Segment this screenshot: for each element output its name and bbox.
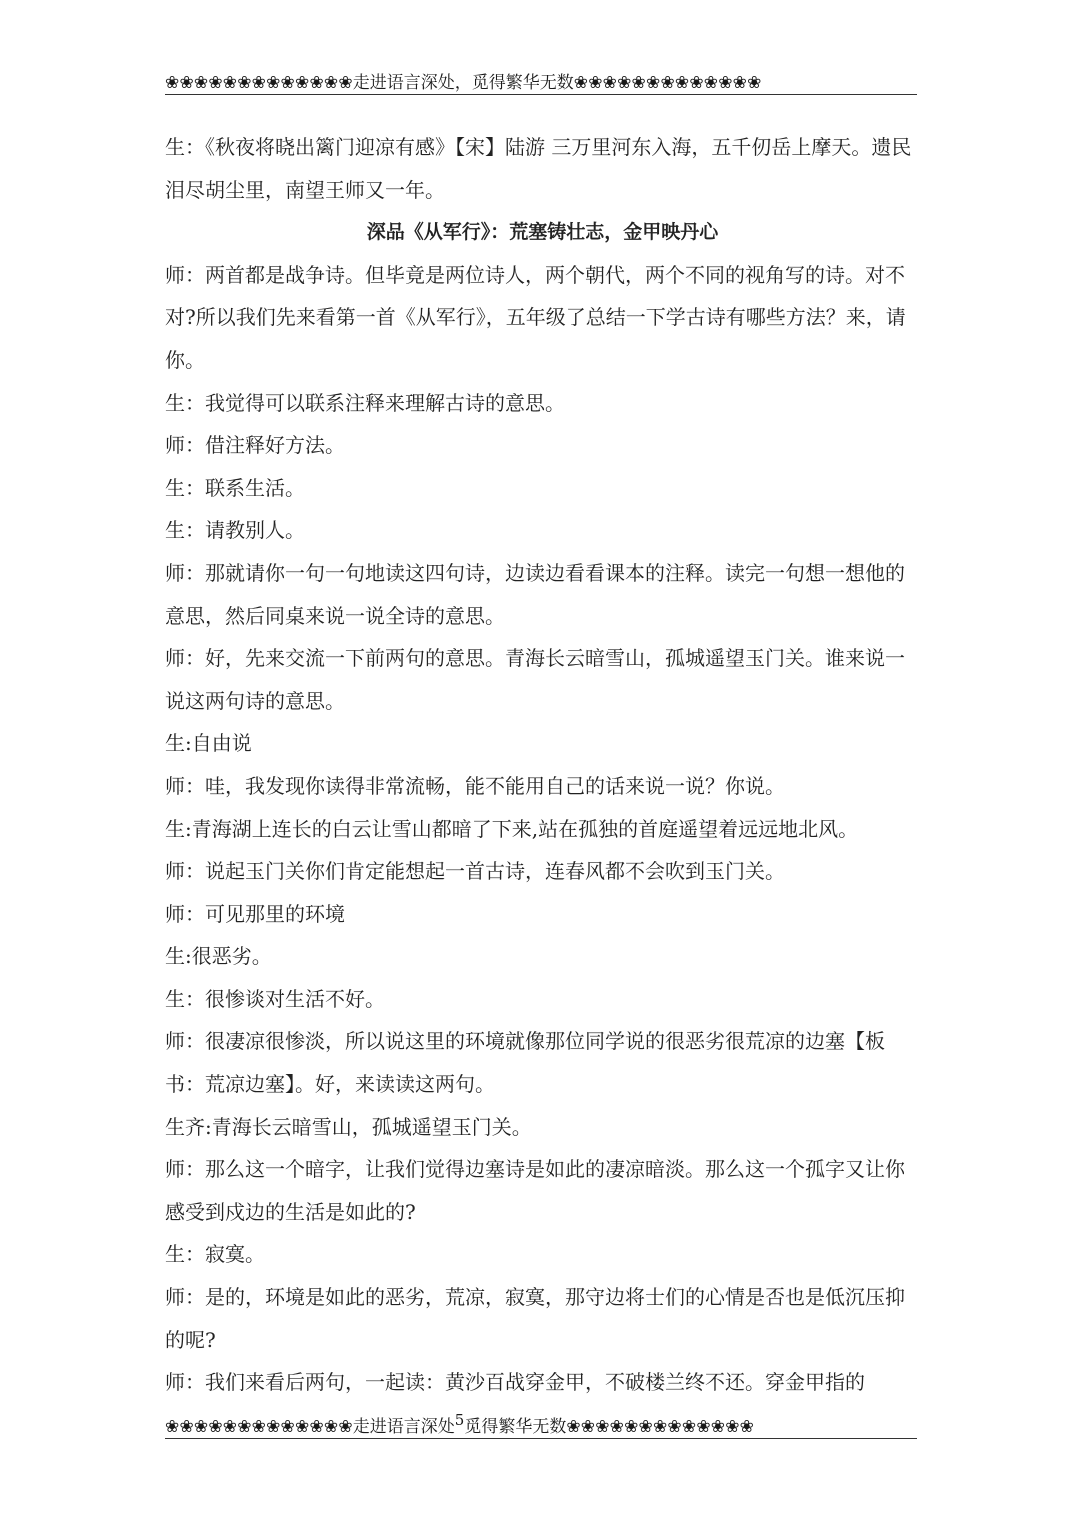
paragraph: 生：《秋夜将晓出篱门迎凉有感》【宋】陆游 三万里河东入海，五千仞岳上摩天。遗民泪尽胡尘里，南望王师又一年。 xyxy=(165,135,912,202)
paragraph: 生:很恶劣。 xyxy=(165,944,272,969)
paragraph: 生：请教别人。 xyxy=(165,518,305,543)
paragraph: 生：寂寞。 xyxy=(165,1242,265,1267)
paragraph: 生：我觉得可以联系注释来理解古诗的意思。 xyxy=(165,390,565,415)
paragraph: 师：那么这一个暗字，让我们觉得边塞诗是如此的凄凉暗淡。那么这一个孤字又让你感受到戍边的生活是如此的? xyxy=(165,1157,905,1224)
paragraph: 生:自由说 xyxy=(165,731,252,756)
page-header xyxy=(165,68,917,95)
paragraph: 师：说起玉门关你们肯定能想起一首古诗，连春风都不会吹到玉门关。 xyxy=(165,859,785,884)
header-slogan: 走进语言深处，觅得繁华无数 xyxy=(352,73,574,93)
paragraph: 师：是的，环境是如此的恶劣，荒凉，寂寞，那守边将士们的心情是否也是低沉压抑的呢? xyxy=(165,1285,905,1352)
flower-border-right: ❀❀❀❀❀❀❀❀❀❀❀❀❀ xyxy=(566,1417,755,1437)
paragraph: 师：我们来看后两句，一起读：黄沙百战穿金甲，不破楼兰终不还。穿金甲指的 xyxy=(165,1370,865,1395)
document-body xyxy=(165,126,920,1404)
flower-border-left: ❀❀❀❀❀❀❀❀❀❀❀❀❀ xyxy=(165,1417,353,1437)
paragraph: 师：好，先来交流一下前两句的意思。青海长云暗雪山，孤城遥望玉门关。谁来说一说这两句诗的意思。 xyxy=(165,646,905,713)
footer-slogan-right: 觅得繁华无数 xyxy=(464,1417,567,1437)
paragraph: 师：很凄凉很惨淡，所以说这里的环境就像那位同学说的很恶劣很荒凉的边塞【板书：荒凉边塞】。好，来读读这两句。 xyxy=(165,1029,885,1097)
paragraph: 师：可见那里的环境 xyxy=(165,901,345,926)
paragraph: 师：哇，我发现你读得非常流畅，能不能用自己的话来说一说？你说。 xyxy=(165,773,785,798)
paragraph: 师：那就请你一句一句地读这四句诗，边读边看看课本的注释。读完一句想一想他的意思，然后同桌来说一说全诗的意思。 xyxy=(165,560,905,628)
page-footer xyxy=(165,1412,917,1439)
paragraph: 生齐:青海长云暗雪山，孤城遥望玉门关。 xyxy=(165,1114,532,1139)
footer-slogan-left: 走进语言深处 xyxy=(352,1417,455,1437)
flower-border-right: ❀❀❀❀❀❀❀❀❀❀❀❀❀ xyxy=(573,73,762,93)
paragraph: 生：联系生活。 xyxy=(165,475,305,500)
paragraph: 师：两首都是战争诗。但毕竟是两位诗人，两个朝代，两个不同的视角写的诗。对不对?所以我们先来看第一首《从军行》，五年级了总结一下学古诗有哪些方法？来，请你。 xyxy=(165,262,906,372)
page-number: 5 xyxy=(454,1411,465,1429)
paragraph: 师：借注释好方法。 xyxy=(165,433,345,458)
section-title: 深品《从军行》：荒塞铸壮志，金甲映丹心 xyxy=(366,221,719,244)
paragraph: 生:青海湖上连长的白云让雪山都暗了下来,站在孤独的首庭遥望着远远地北风。 xyxy=(165,816,859,841)
paragraph: 生：很惨谈对生活不好。 xyxy=(165,986,385,1011)
flower-border-left: ❀❀❀❀❀❀❀❀❀❀❀❀❀ xyxy=(165,73,353,93)
